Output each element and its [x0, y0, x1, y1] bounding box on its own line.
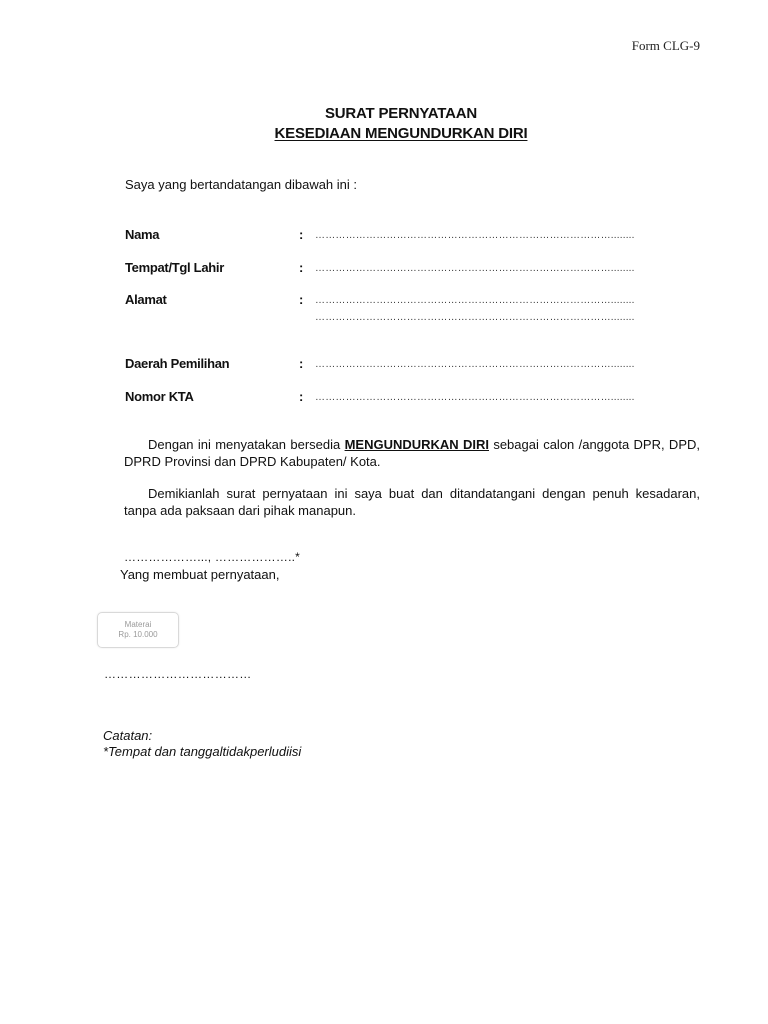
field-colon-nama: : — [299, 227, 304, 242]
place-date-blank: ………………..., ………………..* — [124, 550, 301, 564]
field-label-daerah-pemilihan: Daerah Pemilihan — [125, 356, 230, 371]
statement-text-after: sebagai calon /anggota DPR, DPD, DPRD Provinsi dan DPRD Kabupaten/ Kota. — [124, 437, 700, 469]
field-blank-daerah-pemilihan: ……………………………………………………………………………........ — [315, 359, 635, 370]
field-blank-nama: ……………………………………………………………………………........ — [315, 230, 635, 241]
signer-label: Yang membuat pernyataan, — [120, 567, 280, 582]
form-code: Form CLG-9 — [631, 38, 700, 53]
closing-paragraph: Demikianlah surat pernyataan ini saya buat dan ditandatangani dengan penuh kesadaran, tanpa ada paksaan dari pihak manapun. — [124, 486, 700, 518]
stamp-value: Rp. 10.000 — [118, 630, 158, 639]
field-colon-daerah-pemilihan: : — [299, 356, 304, 371]
statement-emphasis: MENGUNDURKAN DIRI — [344, 437, 489, 452]
field-label-alamat: Alamat — [125, 292, 167, 307]
field-label-nomor-kta: Nomor KTA — [125, 389, 194, 404]
note-text: *Tempat dan tanggaltidakperludiisi — [103, 744, 302, 759]
field-blank-tempat-tgl-lahir: ……………………………………………………………………………........ — [315, 263, 635, 274]
field-blank-alamat-line-1: ……………………………………………………………………………........ — [315, 295, 635, 306]
duty-stamp-placeholder — [97, 612, 179, 648]
note-heading: Catatan: — [103, 728, 153, 743]
note-block — [103, 728, 301, 760]
field-colon-nomor-kta: : — [299, 389, 304, 404]
document-title — [0, 104, 768, 144]
field-colon-alamat: : — [299, 292, 304, 307]
stamp-label: Materai — [124, 620, 152, 629]
title-line-2: KESEDIAAN MENGUNDURKAN DIRI — [274, 125, 528, 142]
field-blank-nomor-kta: ……………………………………………………………………………........ — [315, 392, 635, 403]
field-label-tempat-tgl-lahir: Tempat/Tgl Lahir — [125, 260, 224, 275]
statement-text-before: Dengan ini menyatakan bersedia — [148, 437, 345, 452]
field-blank-alamat-line-2: ……………………………………………………………………………........ — [315, 312, 635, 323]
field-colon-tempat-tgl-lahir: : — [299, 260, 304, 275]
intro-text: Saya yang bertandatangan dibawah ini : — [125, 177, 358, 192]
field-label-nama: Nama — [125, 227, 160, 242]
title-line-1: SURAT PERNYATAAN — [324, 105, 478, 122]
signature-line: ……………………………… — [104, 667, 252, 681]
statement-paragraph — [124, 436, 700, 470]
